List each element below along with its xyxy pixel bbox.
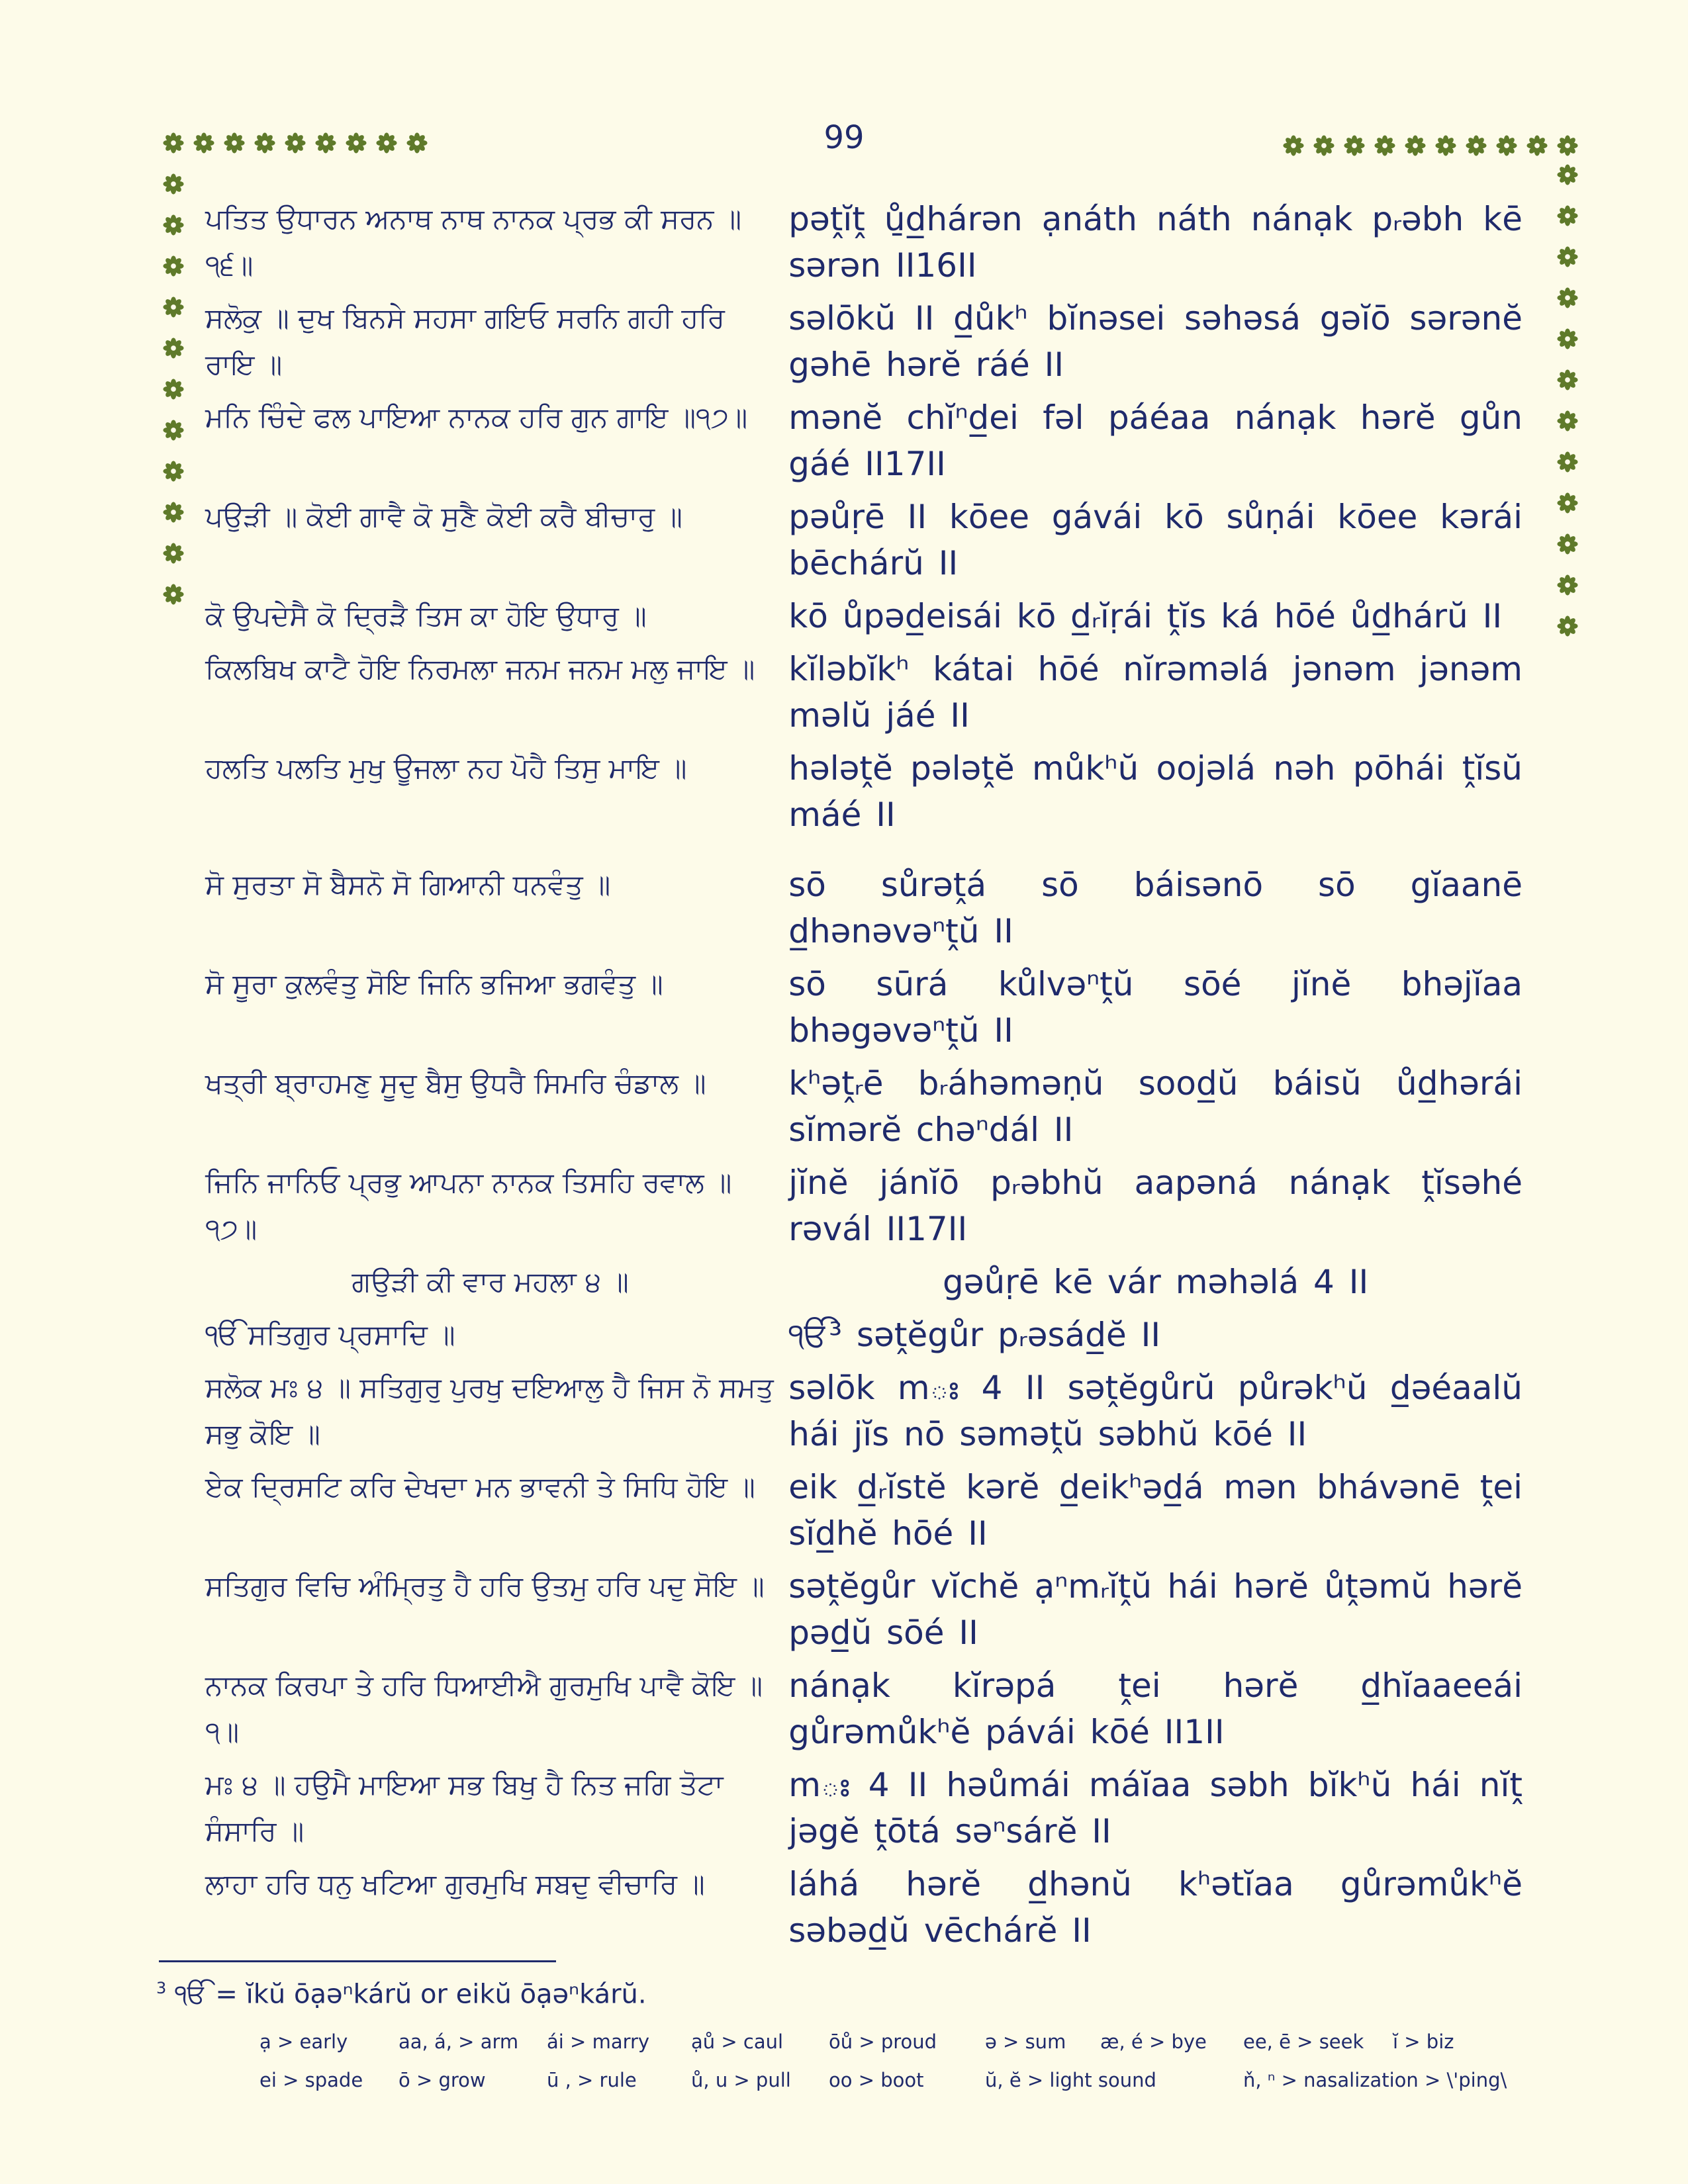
gurmukhi-verse: ਲਾਹਾ ਹਰਿ ਧਨੁ ਖਟਿਆ ਗੁਰਮੁਖਿ ਸਬਦੁ ਵੀਚਾਰਿ ॥ — [205, 1868, 705, 1900]
legend-item: ō > grow — [399, 2069, 486, 2091]
flower-ornament-icon — [1557, 615, 1578, 637]
gurmukhi-verse: ਕੋ ਉਪਦੇਸੈ ਕੋ ਦ੍ਰਿੜੈ ਤਿਸ ਕਾ ਹੋਇ ਉਧਾਰੁ ॥ — [205, 600, 647, 632]
gurmukhi-verse: ਮਨਿ ਚਿੰਦੇ ਫਲ ਪਾਇਆ ਨਾਨਕ ਹਰਿ ਗੁਨ ਗਾਇ ॥੧੭॥ — [205, 401, 748, 433]
verse-row — [205, 1312, 1523, 1358]
flower-ornament-icon — [376, 132, 397, 154]
gurmukhi-verse: ਸੋ ਸੂਰਾ ਕੁਲਵੰਤੁ ਸੋਇ ਜਿਨਿ ਭਜਿਆ ਭਗਵੰਤੁ ॥ — [205, 968, 663, 1000]
flower-ornament-icon — [1557, 533, 1578, 555]
transliteration: eik d̲ᵣĭstĕ kərĕ d̲eikʰəd̲á mən bhávənē ṱei sĭd̲hĕ hōé II — [788, 1468, 1523, 1553]
gurmukhi-verse: ਸਲੋਕ ਮਃ ੪ ॥ ਸਤਿਗੁਰੁ ਪੁਰਖੁ ਦਇਆਲੁ ਹੈ ਜਿਸ ਨੋ ਸਮਤੁ ਸਭੁ ਕੋਇ ॥ — [205, 1371, 774, 1450]
transliteration: láhá hərĕ d̲hənŭ kʰətĭaa gůrəmůkʰĕ səbəd̲ŭ vēchárĕ II — [788, 1865, 1523, 1950]
flower-ornament-icon — [1557, 492, 1578, 514]
transliteration: mః 4 II həůmái máĭaa səbh bĭkʰŭ hái nĭṱ jəgĕ ṱōtá səⁿsárĕ II — [788, 1766, 1523, 1850]
spacer — [205, 844, 1523, 862]
flower-ornament-icon — [1283, 135, 1304, 156]
legend-row-1 — [259, 2030, 1517, 2069]
transliteration: sō sūrá kůlvəⁿṱŭ sōé jĭnĕ bhəjĭaa bhəgəvəⁿṱŭ II — [788, 965, 1523, 1050]
gurmukhi-verse: ਪਤਿਤ ਉਧਾਰਨ ਅਨਾਥ ਨਾਥ ਨਾਨਕ ਪ੍ਰਭ ਕੀ ਸਰਨ ॥੧੬॥ — [205, 203, 742, 281]
gurmukhi-verse: ਜਿਨਿ ਜਾਨਿਓ ਪ੍ਰਭੁ ਆਪਨਾ ਨਾਨਕ ਤਿਸਹਿ ਰਵਾਲ ॥੧੭॥ — [205, 1166, 732, 1245]
gurmukhi-verse: ਮਃ ੪ ॥ ਹਉਮੈ ਮਾਇਆ ਸਭ ਬਿਖੁ ਹੈ ਨਿਤ ਜਗਿ ਤੋਟਾ ਸੰਸਾਰਿ ॥ — [205, 1768, 724, 1847]
flower-ornament-icon — [315, 132, 336, 154]
legend-item: aa, á, > arm — [399, 2030, 519, 2053]
flower-ornament-icon — [1344, 135, 1365, 156]
verse-row — [205, 862, 1523, 954]
flower-ornament-icon — [1374, 135, 1395, 156]
verse-row — [205, 593, 1523, 639]
pronunciation-legend — [259, 2030, 1517, 2107]
legend-item: ů, u > pull — [691, 2069, 791, 2091]
gurmukhi-verse: ਹਲਤਿ ਪਲਤਿ ਮੁਖੁ ਊਜਲਾ ਨਹ ਪੋਹੈ ਤਿਸੁ ਮਾਇ ॥ — [205, 752, 687, 784]
legend-row-2 — [259, 2069, 1517, 2107]
flower-ornament-icon — [1313, 135, 1335, 156]
gurmukhi-verse: ੴ ਸਤਿਗੁਰ ਪ੍ਰਸਾਦਿ ॥ — [205, 1318, 455, 1351]
transliteration: pəṱĭṱ ů̱d̲hárən ạnáth náth nánạk pᵣəbh kē sərən II16II — [788, 200, 1523, 285]
gurmukhi-verse: ਕਿਲਬਿਖ ਕਾਟੈ ਹੋਇ ਨਿਰਮਲਾ ਜਨਮ ਜਨਮ ਮਲੁ ਜਾਇ ॥ — [205, 653, 755, 685]
gurmukhi-heading: ਗਉੜੀ ਕੀ ਵਾਰ ਮਹਲਾ ੪ ॥ — [352, 1265, 629, 1298]
transliteration: səlōk mః 4 II səṱĕgůrŭ půrəkʰŭ d̲əéaalŭ hái jĭs nō səməṱŭ səbhŭ kōé II — [788, 1369, 1523, 1453]
flower-ornament-icon — [285, 132, 306, 154]
gurmukhi-verse: ਸੋ ਸੁਰਤਾ ਸੋ ਬੈਸਨੋ ਸੋ ਗਿਆਨੀ ਧਨਵੰਤੁ ॥ — [205, 868, 611, 901]
flower-ornament-icon — [1557, 205, 1578, 226]
flower-ornament-icon — [1557, 369, 1578, 390]
section-heading-row — [205, 1259, 1523, 1305]
flower-ornament-icon — [163, 502, 184, 523]
verse-table — [205, 196, 1523, 1960]
flower-ornament-icon — [224, 132, 245, 154]
flower-ornament-icon — [1496, 135, 1517, 156]
gurmukhi-verse: ਨਾਨਕ ਕਿਰਪਾ ਤੇ ਹਰਿ ਧਿਆਈਐ ਗੁਰਮੁਖਿ ਪਾਵੈ ਕੋਇ ॥੧॥ — [205, 1669, 763, 1748]
verse-row — [205, 295, 1523, 388]
gurmukhi-verse: ਪਉੜੀ ॥ ਕੋਈ ਗਾਵੈ ਕੋ ਸੁਣੈ ਕੋਈ ਕਰੈ ਬੀਚਾਰੁ ॥ — [205, 500, 682, 533]
ornament-right-column — [1557, 164, 1578, 637]
flower-ornament-icon — [163, 420, 184, 441]
footnote-text: ੴ = ĭkŭ ōạəⁿkárŭ or eikŭ ōạəⁿkárŭ. — [175, 1979, 647, 2010]
flower-ornament-icon — [163, 214, 184, 236]
footnote-divider — [159, 1960, 556, 1962]
transliteration-heading: gəůṛē kē vár məhəlá 4 II — [943, 1263, 1369, 1301]
flower-ornament-icon — [346, 132, 367, 154]
transliteration: jĭnĕ jánĭō pᵣəbhŭ aapəná nánạk ṱĭsəhé rəvál II17II — [788, 1163, 1523, 1248]
flower-ornament-icon — [163, 296, 184, 318]
flower-ornament-icon — [254, 132, 275, 154]
flower-ornament-icon — [163, 338, 184, 359]
verse-row — [205, 1563, 1523, 1656]
flower-ornament-icon — [1557, 574, 1578, 596]
flower-ornament-icon — [1557, 246, 1578, 267]
transliteration: səlōkŭ II d̲ůkʰ bĭnəsei səhəsá gəĭō sərənĕ gəhē hərĕ ráé II — [788, 299, 1523, 384]
transliteration: səṱĕgůr vĭchĕ ạⁿmᵣĭṱŭ hái hərĕ ůṱəmŭ hərĕ pəd̲ŭ sōé II — [788, 1567, 1523, 1652]
legend-item: ạ > early — [259, 2030, 348, 2053]
flower-ornament-icon — [1435, 135, 1456, 156]
flower-ornament-icon — [1557, 287, 1578, 308]
flower-ornament-icon — [1526, 135, 1548, 156]
flower-ornament-icon — [1557, 135, 1578, 156]
transliteration: kĭləbĭkʰ kátai hōé nĭrəməlá jənəm jənəm məlŭ jáé II — [788, 650, 1523, 735]
legend-item: æ, é > bye — [1100, 2030, 1207, 2053]
verse-row — [205, 196, 1523, 289]
transliteration: mənĕ chĭⁿd̲ei fəl páéaa nánạk hərĕ gůn gáé II17II — [788, 398, 1523, 483]
legend-item: ái > marry — [547, 2030, 650, 2053]
transliteration: pəůṛē II kōee gávái kō sůṇái kōee kərái bēchárŭ II — [788, 498, 1523, 582]
flower-ornament-icon — [1466, 135, 1487, 156]
ornament-left-column — [163, 173, 184, 605]
gurmukhi-verse: ਸਤਿਗੁਰ ਵਿਚਿ ਅੰਮ੍ਰਿਤੁ ਹੈ ਹਰਿ ਉਤਮੁ ਹਰਿ ਪਦੁ ਸੋਇ ॥ — [205, 1570, 765, 1602]
ornament-top-right — [1283, 135, 1578, 156]
flower-ornament-icon — [1557, 328, 1578, 349]
footnote-marker: 3 — [156, 1979, 167, 1997]
flower-ornament-icon — [1557, 164, 1578, 185]
transliteration: kō ůpəd̲eisái kō d̲ᵣĭṛái ṱĭs ká hōé ůd̲hárŭ II — [788, 597, 1503, 635]
verse-row — [205, 961, 1523, 1054]
transliteration: sō sůrəṱá sō báisənō sō gĭaanē d̲hənəvəⁿṱŭ II — [788, 866, 1523, 950]
verse-row — [205, 646, 1523, 739]
flower-ornament-icon — [163, 584, 184, 605]
verse-row — [205, 494, 1523, 586]
verse-row — [205, 1861, 1523, 1954]
page-number: 99 — [823, 119, 865, 156]
footnote — [156, 1979, 647, 2009]
legend-item: ŭ, ĕ > light sound — [985, 2069, 1156, 2091]
flower-ornament-icon — [163, 173, 184, 195]
transliteration: kʰəṱᵣē bᵣáhəməṇŭ sood̲ŭ báisŭ ůd̲hərái sĭmərĕ chəⁿdál II — [788, 1064, 1523, 1149]
transliteration: ੴ³ səṱĕgůr pᵣəsád̲ĕ II — [788, 1316, 1161, 1354]
legend-item: oo > boot — [829, 2069, 924, 2091]
gurmukhi-verse: ਖਤ੍ਰੀ ਬ੍ਰਾਹਮਣੁ ਸੂਦੁ ਬੈਸੁ ਉਧਰੈ ਸਿਮਰਿ ਚੰਡਾਲ ॥ — [205, 1067, 706, 1099]
gurmukhi-verse: ਸਲੋਕੁ ॥ ਦੁਖ ਬਿਨਸੇ ਸਹਸਾ ਗਇਓ ਸਰਨਿ ਗਹੀ ਹਰਿ ਰਾਇ ॥ — [205, 302, 725, 381]
flower-ornament-icon — [193, 132, 214, 154]
legend-item: ạů > caul — [691, 2030, 784, 2053]
legend-item: ə > sum — [985, 2030, 1066, 2053]
flower-ornament-icon — [1405, 135, 1426, 156]
verse-row — [205, 1662, 1523, 1755]
flower-ornament-icon — [163, 132, 184, 154]
transliteration: nánạk kĭrəpá ṱei hərĕ d̲hĭaaeeái gůrəmůkʰĕ pávái kōé II1II — [788, 1666, 1523, 1751]
verse-row — [205, 1160, 1523, 1252]
flower-ornament-icon — [406, 132, 428, 154]
flower-ornament-icon — [1557, 410, 1578, 432]
verse-row — [205, 1762, 1523, 1854]
flower-ornament-icon — [1557, 451, 1578, 473]
legend-item: ň, ⁿ > nasalization > \'ping\ — [1243, 2069, 1507, 2091]
legend-item: ei > spade — [259, 2069, 363, 2091]
legend-item: ee, ē > seek — [1243, 2030, 1364, 2053]
legend-item: ĭ > biz — [1393, 2030, 1454, 2053]
legend-item: ū , > rule — [547, 2069, 637, 2091]
verse-row — [205, 1060, 1523, 1153]
gurmukhi-verse: ਏਕ ਦ੍ਰਿਸਟਿ ਕਰਿ ਦੇਖਦਾ ਮਨ ਭਾਵਨੀ ਤੇ ਸਿਧਿ ਹੋਇ ॥ — [205, 1471, 755, 1503]
flower-ornament-icon — [163, 379, 184, 400]
verse-row — [205, 1365, 1523, 1457]
ornament-top-left — [163, 132, 428, 154]
verse-row — [205, 394, 1523, 487]
flower-ornament-icon — [163, 461, 184, 482]
legend-item: ōů > proud — [829, 2030, 937, 2053]
verse-row — [205, 745, 1523, 838]
transliteration: hələṱĕ pələṱĕ můkʰŭ oojəlá nəh pōhái ṱĭsŭ máé II — [788, 749, 1523, 834]
flower-ornament-icon — [163, 543, 184, 564]
verse-row — [205, 1464, 1523, 1557]
flower-ornament-icon — [163, 255, 184, 277]
